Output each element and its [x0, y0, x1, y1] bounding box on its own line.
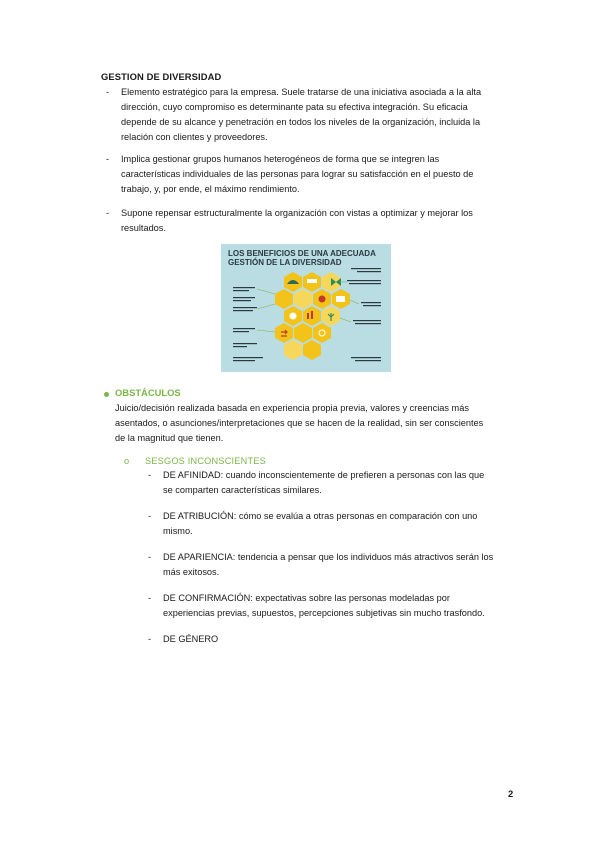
- sesgo-confirmacion: [163, 591, 513, 621]
- diversity-benefits-infographic: [221, 244, 391, 372]
- label-line: [353, 320, 381, 321]
- list-item: [121, 206, 513, 236]
- dash-bullet: -: [148, 511, 152, 521]
- text-line: asentados, o asunciones/interpretaciones que se hacen de la realidad, sin ser conscientes: [115, 418, 484, 428]
- chart-icon: [311, 311, 313, 319]
- section-heading: GESTION DE DIVERSIDAD: [101, 71, 222, 82]
- dash-bullet: -: [148, 552, 152, 562]
- text-line: características individuales de las personas para lograr su satisfacción en el puesto de: [121, 169, 474, 179]
- sesgo-genero: [163, 632, 513, 647]
- label-line: [233, 307, 257, 308]
- label-line: [233, 346, 247, 347]
- label-line: [233, 331, 249, 332]
- obstaculos-paragraph: [115, 401, 513, 446]
- text-line: Juicio/decisión realizada basada en experiencia propia previa, valores y creencias más: [115, 403, 469, 413]
- text-line: dirección, cuyo compromiso es determinante pata su efectiva integración. Su eficacia: [121, 102, 468, 112]
- green-bullet-icon: [104, 392, 109, 397]
- dash-bullet: -: [148, 470, 152, 480]
- text-line: DE CONFIRMACIÓN: expectativas sobre las personas modeladas por: [163, 593, 450, 603]
- dash-bullet: -: [148, 634, 152, 644]
- label-line: [233, 290, 249, 291]
- label-line: [351, 268, 381, 269]
- label-line: [233, 287, 255, 288]
- text-line: DE APARIENCIA: tendencia a pensar que los individuos más atractivos serán los: [163, 552, 494, 562]
- text-line: Implica gestionar grupos humanos heterogéneos de forma que se integren las: [121, 154, 440, 164]
- obstaculos-title: OBSTÁCULOS: [115, 387, 181, 398]
- label-line: [233, 300, 251, 301]
- sesgos-title: SESGOS INCONSCIENTES: [145, 456, 266, 466]
- dash-bullet: -: [106, 87, 110, 97]
- text-line: resultados.: [121, 223, 166, 233]
- dash-bullet: -: [106, 154, 110, 164]
- infographic-title-line1: LOS BENEFICIOS DE UNA ADECUADA: [228, 249, 376, 258]
- text-line: experiencias previas, supuestos, percepciones subjetivas sin mucho trasfondo.: [163, 608, 485, 618]
- circle-bullet-icon: o: [124, 456, 130, 466]
- text-line: más exitosos.: [163, 567, 220, 577]
- text-line: mismo.: [163, 526, 193, 536]
- text-line: se comparten características similares.: [163, 485, 322, 495]
- label-line: [233, 357, 263, 358]
- text-line: depende de su alcance y penetración en todos los niveles de la organización, incluida la: [121, 117, 481, 127]
- infographic-graphic: [221, 244, 391, 372]
- dash-bullet: -: [106, 208, 110, 218]
- label-line: [357, 271, 381, 272]
- sesgo-atribucion: [163, 509, 513, 539]
- page-number: 2: [508, 788, 514, 799]
- list-item: [121, 152, 513, 197]
- envelope-icon: [336, 296, 345, 302]
- label-line: [355, 360, 381, 361]
- label-line: [233, 343, 257, 344]
- sesgo-afinidad: [163, 468, 513, 498]
- sesgo-apariencia: [163, 550, 513, 580]
- text-line: de la magnitud que tienen.: [115, 433, 224, 443]
- label-line: [363, 305, 381, 306]
- money-bag-icon: [319, 296, 326, 303]
- infographic-title-line2: GESTIÓN DE LA DIVERSIDAD: [228, 258, 342, 267]
- lightbulb-icon: [290, 313, 297, 320]
- text-line: Elemento estratégico para la empresa. Suele tratarse de una iniciativa asociada a la alta: [121, 87, 482, 97]
- label-line: [233, 297, 255, 298]
- text-line: DE ATRIBUCIÓN: cómo se evalúa a otras personas en comparación con uno: [163, 511, 478, 521]
- label-line: [351, 357, 381, 358]
- label-line: [349, 283, 381, 284]
- text-line: relación con clientes y proveedores.: [121, 132, 268, 142]
- label-line: [355, 323, 381, 324]
- handshake-icon: [307, 279, 317, 283]
- label-line: [233, 328, 255, 329]
- label-line: [233, 310, 253, 311]
- text-line: Supone repensar estructuralmente la organización con vistas a optimizar y mejorar los: [121, 208, 473, 218]
- label-line: [361, 302, 381, 303]
- label-line: [347, 280, 381, 281]
- text-line: trabajo, y, por ende, el máximo rendimiento.: [121, 184, 300, 194]
- text-line: DE GÉNERO: [163, 634, 219, 644]
- text-line: DE AFINIDAD: cuando inconscientemente de prefieren a personas con las que: [163, 470, 485, 480]
- label-line: [233, 360, 255, 361]
- dash-bullet: -: [148, 593, 152, 603]
- list-item: [121, 85, 513, 145]
- chart-icon: [307, 313, 309, 319]
